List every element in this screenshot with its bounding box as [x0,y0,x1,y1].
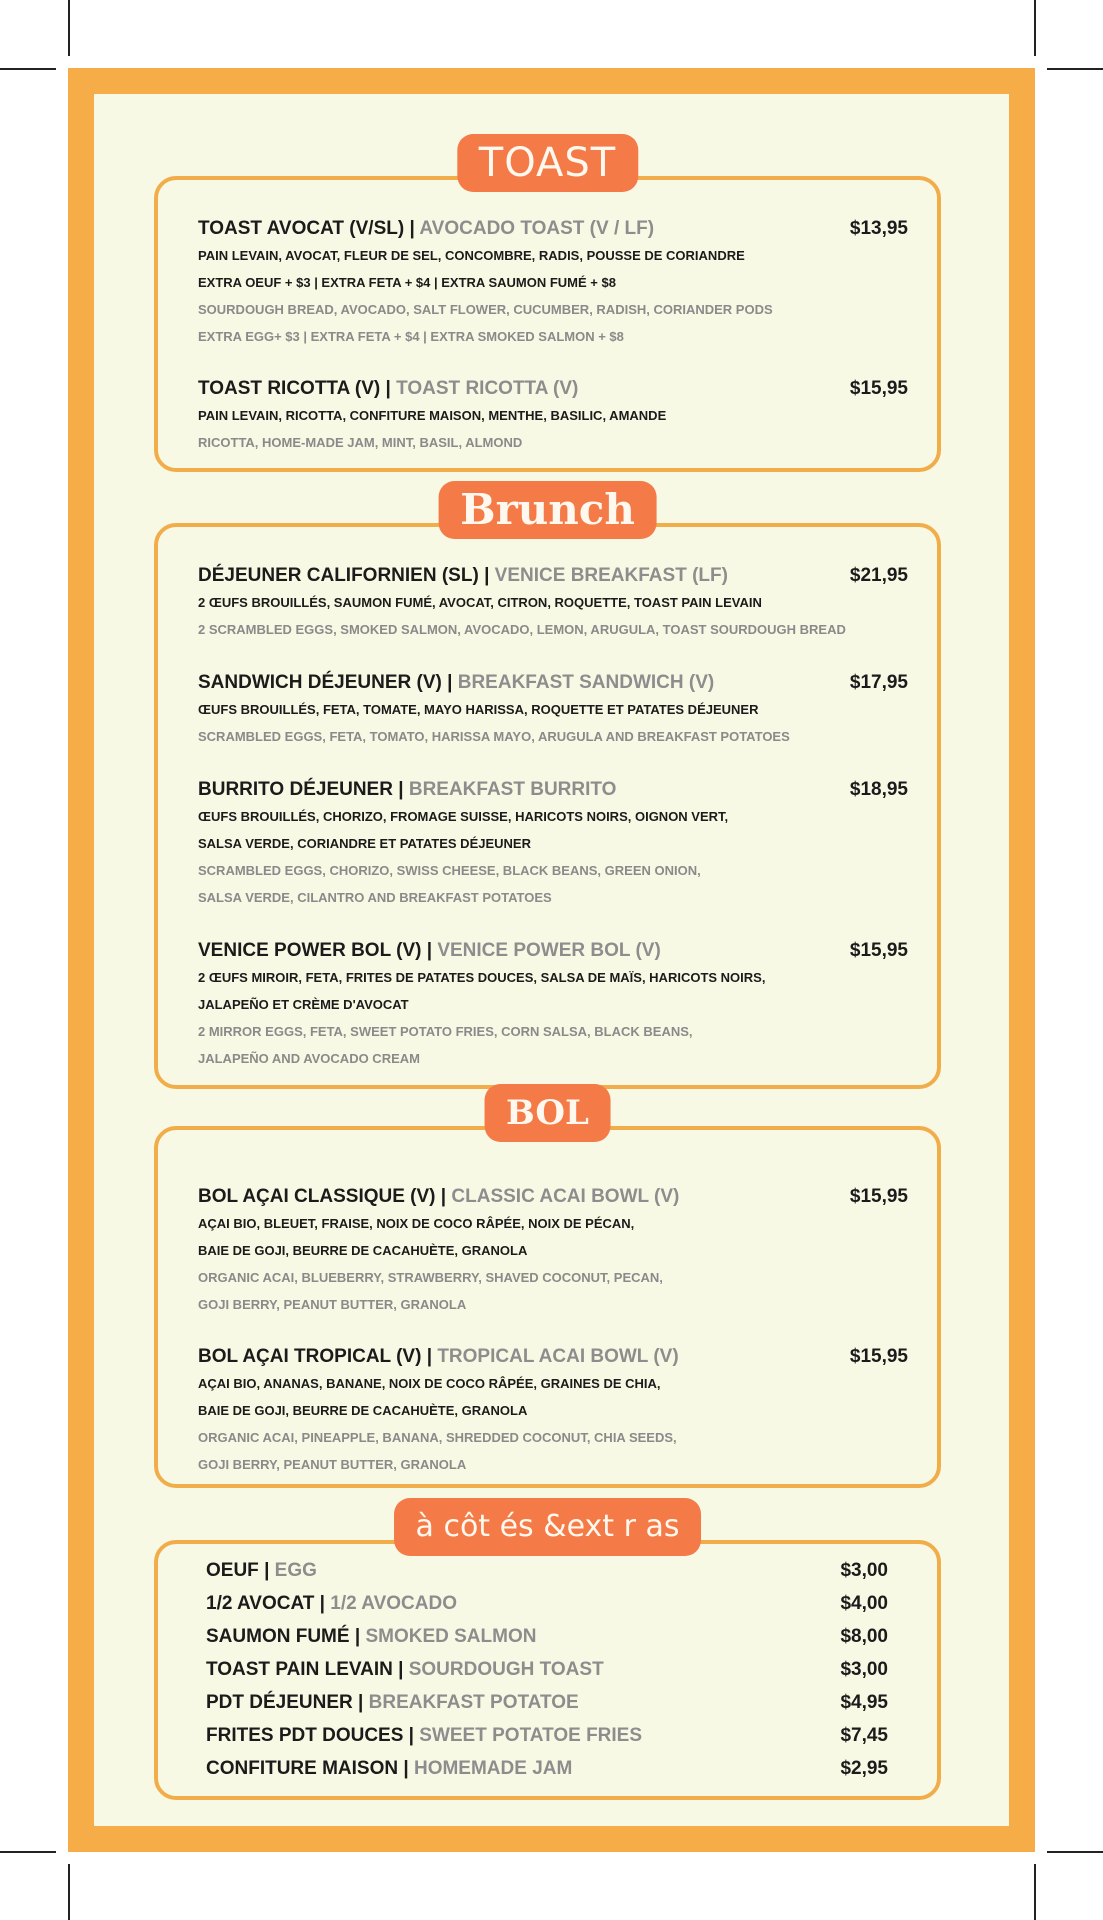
menu-item [198,216,908,350]
item-price: $13,95 [849,218,908,239]
extra-name-en: 1/2 AVOCADO [330,1593,457,1614]
extra-title [206,1690,888,1716]
extra-price: $3,00 [840,1659,888,1680]
item-title [198,938,908,964]
item-price: $15,95 [849,1186,908,1207]
item-description-en: SCRAMBLED EGGS, CHORIZO, SWISS CHEESE, BLACK BEANS, GREEN ONION, [198,863,701,878]
item-name-en: BREAKFAST BURRITO [408,779,617,800]
extra-name-fr: PDT DÉJEUNER [206,1692,353,1713]
menu-item [198,670,908,750]
extra-name-fr: SAUMON FUMÉ [206,1626,350,1647]
item-name-en: TOAST RICOTTA (V) [396,378,579,399]
extra-item [206,1756,888,1788]
extra-separator: | [352,1692,369,1713]
extra-name-en: SWEET POTATOE FRIES [419,1725,643,1746]
item-description-en: ORGANIC ACAI, PINEAPPLE, BANANA, SHREDDED COCONUT, CHIA SEEDS, [198,1430,677,1445]
extra-separator: | [398,1758,414,1779]
extra-name-fr: FRITES PDT DOUCES [206,1725,404,1746]
extra-separator: | [319,1593,331,1614]
item-name-fr: SANDWICH DÉJEUNER (V) [198,672,442,693]
item-title [198,1344,908,1370]
item-price: $15,95 [849,1346,908,1367]
crop-mark [68,0,70,56]
item-price: $15,95 [849,378,908,399]
extra-price: $8,00 [840,1626,888,1647]
extra-separator: | [403,1725,420,1746]
item-name-en: BREAKFAST SANDWICH (V) [457,672,715,693]
item-separator: | [398,779,409,800]
section-header-brunch: Brunch [438,481,657,539]
item-description-fr: JALAPEÑO ET CRÈME D'AVOCAT [198,997,409,1012]
item-title [198,563,908,589]
item-name-fr: TOAST AVOCAT (V/SL) [198,218,410,239]
item-separator: | [409,218,420,239]
item-price: $21,95 [849,565,908,586]
extra-price: $4,95 [840,1692,888,1713]
item-description-fr: PAIN LEVAIN, RICOTTA, CONFITURE MAISON, MENTHE, BASILIC, AMANDE [198,408,667,423]
extra-item [206,1624,888,1656]
extra-name-fr: CONFITURE MAISON [206,1758,399,1779]
item-name-en: VENICE POWER BOL (V) [437,940,661,961]
item-description-fr: EXTRA OEUF + $3 | EXTRA FETA + $4 | EXTRA SAUMON FUMÉ + $8 [198,275,616,290]
item-description-fr: AÇAI BIO, ANANAS, BANANE, NOIX DE COCO RÂPÉE, GRAINES DE CHIA, [198,1376,661,1391]
crop-mark [1047,1851,1103,1853]
item-separator: | [441,672,458,693]
item-separator: | [421,1346,438,1367]
item-price: $17,95 [849,672,908,693]
item-description-en: EXTRA EGG+ $3 | EXTRA FETA + $4 | EXTRA SMOKED SALMON + $8 [198,329,624,344]
section-header-extras: à côt és &ext r as [394,1498,702,1556]
extra-name-fr: 1/2 AVOCAT [206,1593,320,1614]
extra-item [206,1690,888,1722]
crop-mark [1034,1864,1036,1920]
menu-item [198,376,908,456]
menu-item [198,1344,908,1478]
extra-title [206,1657,888,1683]
item-title [198,1184,908,1210]
extra-price: $2,95 [840,1758,888,1779]
crop-mark [68,1864,70,1920]
item-description-fr: ŒUFS BROUILLÉS, FETA, TOMATE, MAYO HARISSA, ROQUETTE ET PATATES DÉJEUNER [198,702,759,717]
item-description-fr: PAIN LEVAIN, AVOCAT, FLEUR DE SEL, CONCOMBRE, RADIS, POUSSE DE CORIANDRE [198,248,745,263]
extra-item [206,1591,888,1623]
menu-paper [94,94,1009,1826]
extra-item [206,1657,888,1689]
extra-title [206,1723,888,1749]
extra-separator: | [392,1659,409,1680]
item-description-en: JALAPEÑO AND AVOCADO CREAM [198,1051,420,1066]
extra-name-en: EGG [274,1560,317,1581]
item-name-fr: DÉJEUNER CALIFORNIEN (SL) [198,565,479,586]
crop-mark [1034,0,1036,56]
item-description-en: SOURDOUGH BREAD, AVOCADO, SALT FLOWER, CUCUMBER, RADISH, CORIANDER PODS [198,302,773,317]
item-name-fr: BURRITO DÉJEUNER [198,779,399,800]
item-description-en: RICOTTA, HOME-MADE JAM, MINT, BASIL, ALMOND [198,435,523,450]
item-description-fr: BAIE DE GOJI, BEURRE DE CACAHUÈTE, GRANOLA [198,1243,528,1258]
item-name-fr: BOL AÇAI CLASSIQUE (V) [198,1186,436,1207]
extra-price: $7,45 [840,1725,888,1746]
item-name-fr: VENICE POWER BOL (V) [198,940,422,961]
item-name-fr: BOL AÇAI TROPICAL (V) [198,1346,422,1367]
extra-name-en: SOURDOUGH TOAST [408,1659,604,1680]
crop-mark [1047,68,1103,70]
extra-item [206,1558,888,1590]
menu-item [198,1184,908,1318]
item-name-en: AVOCADO TOAST (V / LF) [419,218,655,239]
section-header-toast: TOAST [457,134,638,192]
extra-price: $4,00 [840,1593,888,1614]
item-description-en: SCRAMBLED EGGS, FETA, TOMATO, HARISSA MAYO, ARUGULA AND BREAKFAST POTATOES [198,729,790,744]
extra-title [206,1756,888,1782]
item-description-en: 2 MIRROR EGGS, FETA, SWEET POTATO FRIES, CORN SALSA, BLACK BEANS, [198,1024,693,1039]
extra-name-fr: TOAST PAIN LEVAIN [206,1659,393,1680]
extra-name-en: BREAKFAST POTATOE [368,1692,579,1713]
extra-item [206,1723,888,1755]
crop-mark [0,68,56,70]
extra-name-fr: OEUF [206,1560,265,1581]
extra-name-en: SMOKED SALMON [365,1626,537,1647]
extra-separator: | [349,1626,366,1647]
section-toast [154,140,941,472]
item-separator: | [435,1186,452,1207]
section-header-bol: BOL [484,1084,611,1142]
item-description-fr: ŒUFS BROUILLÉS, CHORIZO, FROMAGE SUISSE, HARICOTS NOIRS, OIGNON VERT, [198,809,729,824]
item-description-fr: BAIE DE GOJI, BEURRE DE CACAHUÈTE, GRANOLA [198,1403,528,1418]
crop-mark [0,1851,56,1853]
item-description-fr: 2 ŒUFS BROUILLÉS, SAUMON FUMÉ, AVOCAT, CITRON, ROQUETTE, TOAST PAIN LEVAIN [198,595,762,610]
menu-item [198,563,908,643]
extra-title [206,1591,888,1617]
item-name-en: TROPICAL ACAI BOWL (V) [437,1346,679,1367]
item-title [198,777,908,803]
section-brunch [154,485,941,1089]
item-description-fr: SALSA VERDE, CORIANDRE ET PATATES DÉJEUNER [198,836,531,851]
item-title [198,376,908,402]
item-description-en: 2 SCRAMBLED EGGS, SMOKED SALMON, AVOCADO, LEMON, ARUGULA, TOAST SOURDOUGH BREAD [198,622,846,637]
section-bol [154,1093,941,1488]
item-separator: | [478,565,495,586]
item-separator: | [421,940,438,961]
extra-separator: | [264,1560,275,1581]
item-title [198,670,908,696]
menu-item [198,938,908,1072]
section-extras [154,1509,941,1800]
extra-title [206,1624,888,1650]
item-name-en: CLASSIC ACAI BOWL (V) [451,1186,680,1207]
item-name-en: VENICE BREAKFAST (LF) [494,565,728,586]
item-description-en: GOJI BERRY, PEANUT BUTTER, GRANOLA [198,1297,467,1312]
item-title [198,216,908,242]
item-description-en: SALSA VERDE, CILANTRO AND BREAKFAST POTATOES [198,890,552,905]
item-description-en: ORGANIC ACAI, BLUEBERRY, STRAWBERRY, SHAVED COCONUT, PECAN, [198,1270,663,1285]
item-description-fr: AÇAI BIO, BLEUET, FRAISE, NOIX DE COCO RÂPÉE, NOIX DE PÉCAN, [198,1216,635,1231]
extra-name-en: HOMEMADE JAM [413,1758,573,1779]
item-name-fr: TOAST RICOTTA (V) [198,378,381,399]
item-description-fr: 2 ŒUFS MIROIR, FETA, FRITES DE PATATES DOUCES, SALSA DE MAÏS, HARICOTS NOIRS, [198,970,766,985]
extra-price: $3,00 [840,1560,888,1581]
item-price: $18,95 [849,779,908,800]
item-separator: | [380,378,397,399]
menu-frame [68,68,1035,1852]
extra-title [206,1558,888,1584]
item-description-en: GOJI BERRY, PEANUT BUTTER, GRANOLA [198,1457,467,1472]
menu-item [198,777,908,911]
item-price: $15,95 [849,940,908,961]
